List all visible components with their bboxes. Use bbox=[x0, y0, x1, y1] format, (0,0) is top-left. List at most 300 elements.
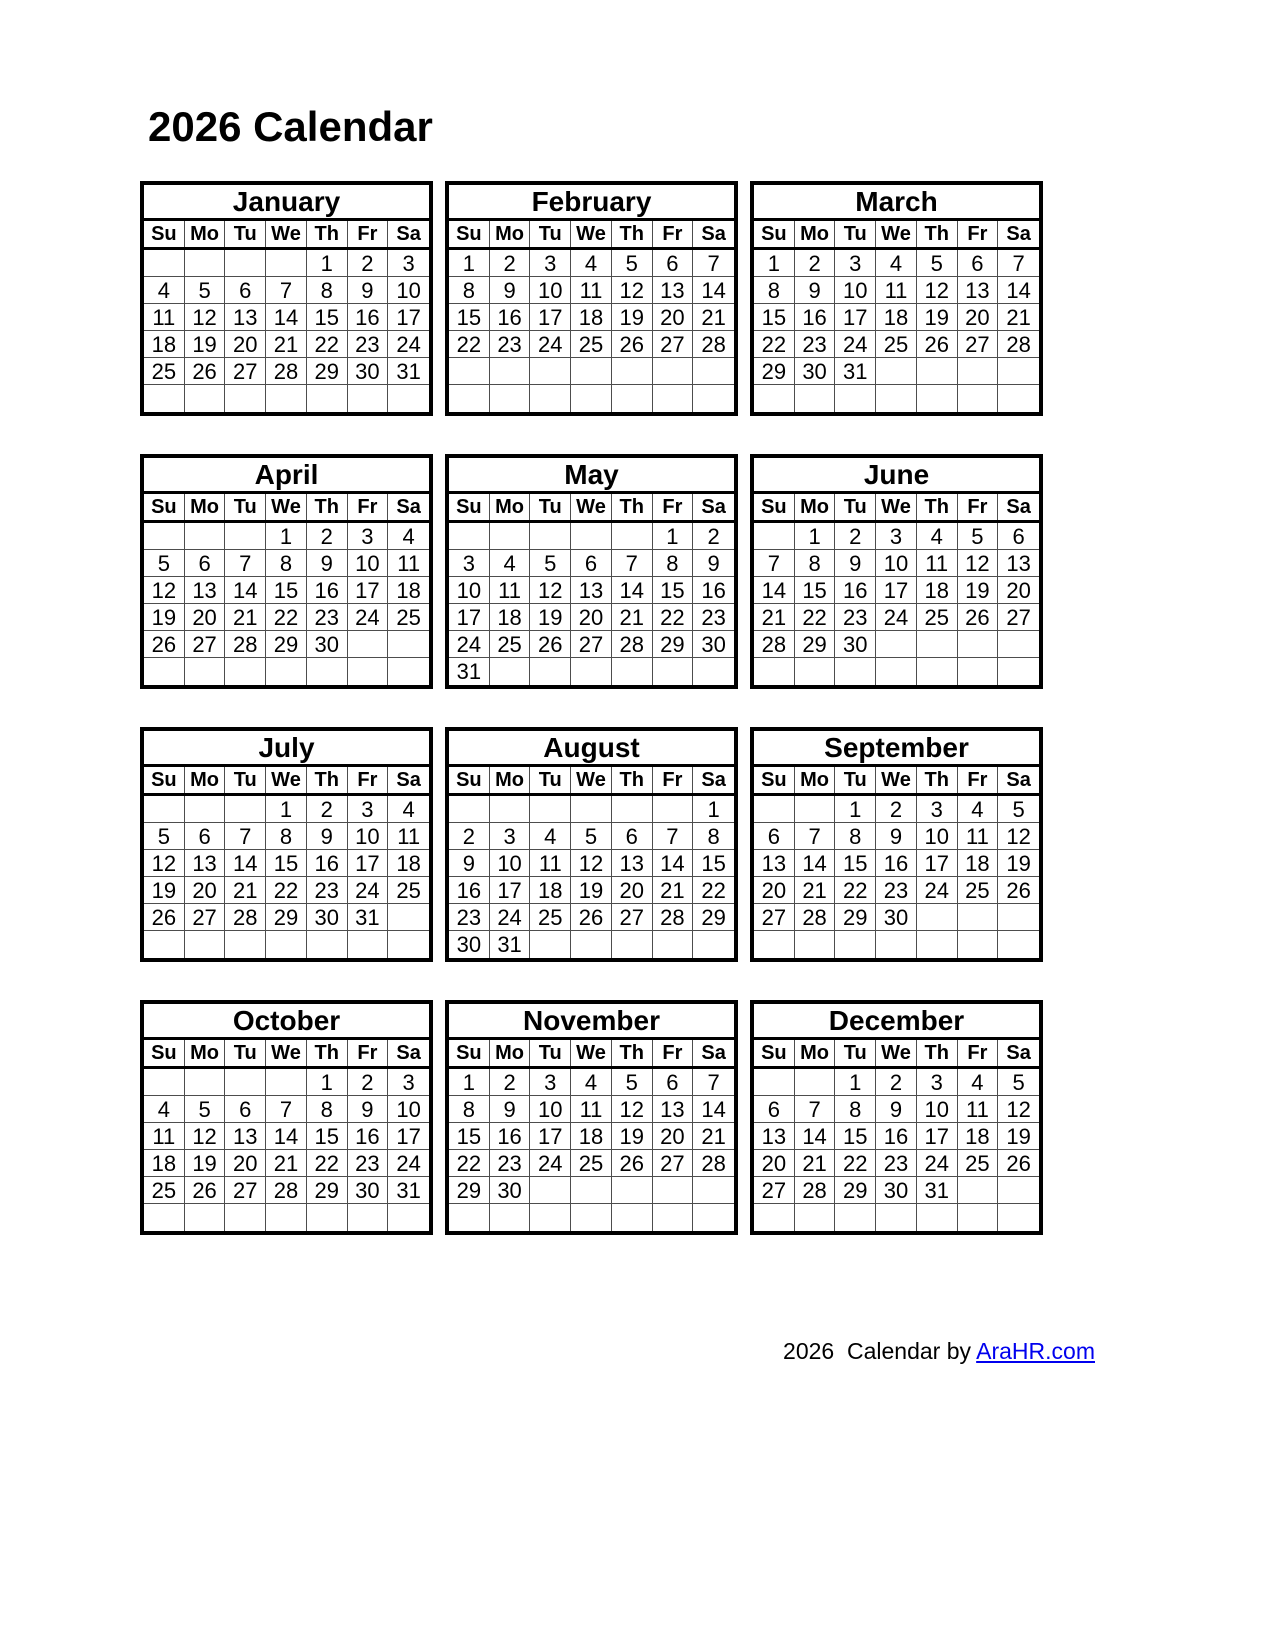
date-cell: 2 bbox=[348, 1069, 389, 1096]
date-cell: 5 bbox=[144, 550, 185, 577]
date-cell: 31 bbox=[835, 358, 876, 385]
week-row bbox=[144, 577, 429, 604]
date-cell bbox=[754, 1069, 795, 1096]
week-row bbox=[144, 331, 429, 358]
day-header: We bbox=[876, 1040, 917, 1066]
date-cell bbox=[754, 658, 795, 685]
day-header: Tu bbox=[530, 221, 571, 247]
date-cell bbox=[998, 1177, 1039, 1204]
date-cell: 15 bbox=[307, 1123, 348, 1150]
date-cell: 15 bbox=[307, 304, 348, 331]
date-cell: 24 bbox=[876, 604, 917, 631]
week-row bbox=[144, 358, 429, 385]
date-cell: 3 bbox=[917, 1069, 958, 1096]
date-cell: 20 bbox=[958, 304, 999, 331]
date-cell: 21 bbox=[266, 331, 307, 358]
date-cell bbox=[653, 1177, 694, 1204]
date-cell bbox=[571, 385, 612, 412]
date-cell bbox=[530, 796, 571, 823]
date-cell bbox=[653, 796, 694, 823]
date-cell: 9 bbox=[307, 823, 348, 850]
date-cell: 1 bbox=[307, 250, 348, 277]
day-header: Th bbox=[307, 221, 348, 247]
day-header: Sa bbox=[701, 769, 726, 791]
date-cell: 30 bbox=[693, 631, 734, 658]
date-cell bbox=[348, 385, 389, 412]
date-cell: 27 bbox=[998, 604, 1039, 631]
day-header: Th bbox=[307, 767, 348, 793]
date-cell: 19 bbox=[612, 304, 653, 331]
date-cell bbox=[530, 523, 571, 550]
month-calendar bbox=[445, 454, 738, 689]
week-row bbox=[754, 1096, 1039, 1123]
date-cell: 8 bbox=[835, 1096, 876, 1123]
date-cell: 30 bbox=[876, 904, 917, 931]
date-cell bbox=[144, 658, 185, 685]
day-header: Sa bbox=[1006, 1042, 1031, 1064]
date-cell bbox=[835, 385, 876, 412]
date-cell: 14 bbox=[266, 1123, 307, 1150]
date-cell: 13 bbox=[225, 304, 266, 331]
date-cell: 9 bbox=[490, 277, 531, 304]
date-cell bbox=[144, 385, 185, 412]
date-cell: 11 bbox=[571, 277, 612, 304]
date-cell bbox=[612, 523, 653, 550]
date-cell: 26 bbox=[612, 1150, 653, 1177]
date-cell bbox=[835, 1204, 876, 1231]
date-cell bbox=[530, 1177, 571, 1204]
month-title: February bbox=[449, 185, 734, 221]
date-cell: 19 bbox=[144, 877, 185, 904]
date-cell: 27 bbox=[958, 331, 999, 358]
date-cell: 9 bbox=[348, 277, 389, 304]
date-cell: 15 bbox=[693, 850, 734, 877]
month-title: March bbox=[754, 185, 1039, 221]
date-cell bbox=[571, 1204, 612, 1231]
date-cell: 4 bbox=[490, 550, 531, 577]
date-cell: 13 bbox=[185, 577, 226, 604]
date-cell: 29 bbox=[795, 631, 836, 658]
day-header: Sa bbox=[1006, 223, 1031, 245]
weeks bbox=[754, 523, 1039, 685]
date-cell: 26 bbox=[998, 1150, 1039, 1177]
date-cell bbox=[388, 631, 429, 658]
date-cell bbox=[530, 931, 571, 958]
date-cell: 25 bbox=[571, 331, 612, 358]
date-cell: 16 bbox=[348, 1123, 389, 1150]
day-header: Su bbox=[144, 1040, 185, 1066]
month-title: September bbox=[754, 731, 1039, 767]
date-cell: 2 bbox=[876, 796, 917, 823]
week-row bbox=[144, 1204, 429, 1231]
date-cell: 3 bbox=[917, 796, 958, 823]
date-cell: 29 bbox=[266, 904, 307, 931]
date-cell bbox=[653, 358, 694, 385]
date-cell: 25 bbox=[388, 877, 429, 904]
day-header: Su bbox=[144, 767, 185, 793]
date-cell bbox=[307, 1204, 348, 1231]
day-header-row bbox=[144, 1040, 429, 1069]
day-header: Mo bbox=[185, 221, 226, 247]
footer-link[interactable]: AraHR.com bbox=[976, 1338, 1095, 1364]
date-cell bbox=[144, 523, 185, 550]
date-cell bbox=[225, 931, 266, 958]
day-header: Tu bbox=[835, 494, 876, 520]
date-cell: 12 bbox=[612, 277, 653, 304]
date-cell bbox=[490, 523, 531, 550]
week-row bbox=[754, 823, 1039, 850]
date-cell bbox=[958, 358, 999, 385]
date-cell bbox=[917, 385, 958, 412]
day-header: Tu bbox=[225, 494, 266, 520]
date-cell: 12 bbox=[144, 577, 185, 604]
date-cell: 5 bbox=[917, 250, 958, 277]
date-cell: 6 bbox=[225, 277, 266, 304]
date-cell: 5 bbox=[958, 523, 999, 550]
date-cell bbox=[998, 358, 1039, 385]
date-cell: 9 bbox=[307, 550, 348, 577]
date-cell: 10 bbox=[348, 823, 389, 850]
week-row bbox=[144, 823, 429, 850]
date-cell bbox=[185, 931, 226, 958]
date-cell: 10 bbox=[876, 550, 917, 577]
date-cell: 16 bbox=[490, 304, 531, 331]
date-cell bbox=[876, 1204, 917, 1231]
day-header: Sa bbox=[396, 496, 421, 518]
date-cell bbox=[958, 385, 999, 412]
date-cell: 22 bbox=[795, 604, 836, 631]
date-cell: 11 bbox=[958, 823, 999, 850]
date-cell bbox=[225, 796, 266, 823]
week-row bbox=[144, 277, 429, 304]
date-cell: 16 bbox=[835, 577, 876, 604]
week-row bbox=[449, 304, 734, 331]
date-cell: 22 bbox=[835, 1150, 876, 1177]
date-cell: 31 bbox=[388, 358, 429, 385]
weeks bbox=[144, 1069, 429, 1231]
week-row bbox=[144, 1123, 429, 1150]
date-cell: 16 bbox=[693, 577, 734, 604]
week-row bbox=[449, 1204, 734, 1231]
date-cell: 3 bbox=[388, 250, 429, 277]
date-cell: 25 bbox=[917, 604, 958, 631]
date-cell: 7 bbox=[693, 1069, 734, 1096]
date-cell: 7 bbox=[754, 550, 795, 577]
date-cell bbox=[958, 658, 999, 685]
date-cell: 5 bbox=[144, 823, 185, 850]
date-cell: 10 bbox=[530, 277, 571, 304]
date-cell: 11 bbox=[144, 304, 185, 331]
date-cell: 25 bbox=[144, 1177, 185, 1204]
date-cell: 4 bbox=[958, 1069, 999, 1096]
day-header: We bbox=[571, 1040, 612, 1066]
date-cell: 26 bbox=[144, 631, 185, 658]
date-cell: 1 bbox=[449, 250, 490, 277]
date-cell: 19 bbox=[998, 850, 1039, 877]
date-cell: 16 bbox=[449, 877, 490, 904]
date-cell: 12 bbox=[998, 1096, 1039, 1123]
date-cell: 13 bbox=[754, 1123, 795, 1150]
date-cell: 19 bbox=[571, 877, 612, 904]
week-row bbox=[449, 550, 734, 577]
day-header-row bbox=[754, 221, 1039, 250]
date-cell: 27 bbox=[571, 631, 612, 658]
date-cell: 22 bbox=[266, 877, 307, 904]
week-row bbox=[144, 796, 429, 823]
date-cell: 2 bbox=[795, 250, 836, 277]
date-cell: 23 bbox=[693, 604, 734, 631]
date-cell bbox=[490, 1204, 531, 1231]
date-cell: 10 bbox=[388, 277, 429, 304]
week-row bbox=[754, 1123, 1039, 1150]
day-header: Su bbox=[754, 494, 795, 520]
date-cell bbox=[225, 658, 266, 685]
day-header: Tu bbox=[225, 1040, 266, 1066]
week-row bbox=[144, 877, 429, 904]
week-row bbox=[754, 658, 1039, 685]
date-cell: 16 bbox=[307, 577, 348, 604]
date-cell: 19 bbox=[530, 604, 571, 631]
week-row bbox=[449, 823, 734, 850]
date-cell: 29 bbox=[307, 358, 348, 385]
date-cell: 11 bbox=[144, 1123, 185, 1150]
date-cell: 13 bbox=[612, 850, 653, 877]
date-cell bbox=[185, 523, 226, 550]
day-header: Fr bbox=[653, 767, 694, 793]
date-cell bbox=[754, 385, 795, 412]
date-cell: 10 bbox=[530, 1096, 571, 1123]
week-row bbox=[144, 550, 429, 577]
date-cell bbox=[612, 385, 653, 412]
week-row bbox=[754, 877, 1039, 904]
day-header: Th bbox=[917, 221, 958, 247]
day-header: Fr bbox=[348, 494, 389, 520]
date-cell: 7 bbox=[998, 250, 1039, 277]
date-cell: 18 bbox=[490, 604, 531, 631]
date-cell: 17 bbox=[388, 304, 429, 331]
day-header: Su bbox=[754, 767, 795, 793]
date-cell: 11 bbox=[571, 1096, 612, 1123]
day-header: We bbox=[876, 767, 917, 793]
date-cell: 28 bbox=[266, 358, 307, 385]
date-cell: 14 bbox=[693, 1096, 734, 1123]
date-cell: 2 bbox=[490, 1069, 531, 1096]
date-cell: 12 bbox=[185, 304, 226, 331]
day-header: Mo bbox=[490, 1040, 531, 1066]
week-row bbox=[754, 1204, 1039, 1231]
date-cell: 19 bbox=[917, 304, 958, 331]
date-cell bbox=[449, 385, 490, 412]
date-cell bbox=[693, 385, 734, 412]
date-cell: 23 bbox=[876, 1150, 917, 1177]
date-cell: 17 bbox=[388, 1123, 429, 1150]
day-header: Th bbox=[307, 494, 348, 520]
date-cell: 30 bbox=[835, 631, 876, 658]
month-calendar bbox=[140, 181, 433, 416]
week-row bbox=[754, 604, 1039, 631]
date-cell bbox=[225, 1204, 266, 1231]
date-cell bbox=[530, 1204, 571, 1231]
date-cell: 1 bbox=[266, 796, 307, 823]
day-header: Th bbox=[612, 1040, 653, 1066]
day-header: Tu bbox=[530, 494, 571, 520]
date-cell: 26 bbox=[958, 604, 999, 631]
month-calendar bbox=[140, 454, 433, 689]
week-row bbox=[754, 331, 1039, 358]
date-cell: 24 bbox=[917, 877, 958, 904]
date-cell: 10 bbox=[490, 850, 531, 877]
day-header: Th bbox=[612, 494, 653, 520]
date-cell: 3 bbox=[449, 550, 490, 577]
date-cell: 28 bbox=[693, 331, 734, 358]
date-cell bbox=[917, 904, 958, 931]
date-cell: 6 bbox=[185, 823, 226, 850]
week-row bbox=[449, 1150, 734, 1177]
date-cell: 6 bbox=[754, 823, 795, 850]
date-cell bbox=[917, 631, 958, 658]
day-header: Mo bbox=[185, 1040, 226, 1066]
date-cell: 13 bbox=[653, 1096, 694, 1123]
date-cell: 16 bbox=[348, 304, 389, 331]
date-cell bbox=[490, 658, 531, 685]
date-cell: 12 bbox=[958, 550, 999, 577]
date-cell: 2 bbox=[876, 1069, 917, 1096]
week-row bbox=[449, 1096, 734, 1123]
date-cell: 24 bbox=[348, 877, 389, 904]
date-cell: 20 bbox=[653, 1123, 694, 1150]
date-cell: 26 bbox=[612, 331, 653, 358]
date-cell: 12 bbox=[998, 823, 1039, 850]
date-cell: 24 bbox=[917, 1150, 958, 1177]
date-cell bbox=[612, 358, 653, 385]
date-cell bbox=[530, 358, 571, 385]
week-row bbox=[144, 304, 429, 331]
date-cell: 21 bbox=[225, 877, 266, 904]
week-row bbox=[754, 385, 1039, 412]
month-calendar bbox=[140, 727, 433, 962]
date-cell: 27 bbox=[185, 904, 226, 931]
date-cell: 24 bbox=[388, 1150, 429, 1177]
day-header: Tu bbox=[835, 1040, 876, 1066]
date-cell bbox=[653, 931, 694, 958]
day-header: Su bbox=[144, 494, 185, 520]
week-row bbox=[449, 331, 734, 358]
date-cell: 31 bbox=[388, 1177, 429, 1204]
day-header: Tu bbox=[835, 767, 876, 793]
date-cell: 29 bbox=[693, 904, 734, 931]
week-row bbox=[449, 1177, 734, 1204]
date-cell: 29 bbox=[754, 358, 795, 385]
date-cell: 4 bbox=[571, 1069, 612, 1096]
month-calendar bbox=[750, 1000, 1043, 1235]
date-cell bbox=[693, 1177, 734, 1204]
month-calendar bbox=[750, 181, 1043, 416]
date-cell: 18 bbox=[958, 1123, 999, 1150]
date-cell: 11 bbox=[917, 550, 958, 577]
date-cell bbox=[266, 1204, 307, 1231]
day-header: Mo bbox=[185, 767, 226, 793]
date-cell bbox=[449, 358, 490, 385]
date-cell bbox=[958, 631, 999, 658]
date-cell bbox=[998, 658, 1039, 685]
date-cell: 30 bbox=[348, 358, 389, 385]
day-header: Fr bbox=[348, 221, 389, 247]
date-cell bbox=[307, 385, 348, 412]
date-cell: 24 bbox=[835, 331, 876, 358]
day-header: We bbox=[571, 494, 612, 520]
day-header: Tu bbox=[530, 1040, 571, 1066]
week-row bbox=[449, 1069, 734, 1096]
date-cell: 5 bbox=[530, 550, 571, 577]
date-cell: 20 bbox=[653, 304, 694, 331]
date-cell: 22 bbox=[266, 604, 307, 631]
day-header: Tu bbox=[530, 767, 571, 793]
day-header-row bbox=[754, 767, 1039, 796]
date-cell bbox=[185, 385, 226, 412]
day-header: Th bbox=[612, 221, 653, 247]
date-cell bbox=[876, 358, 917, 385]
month-title: April bbox=[144, 458, 429, 494]
date-cell: 24 bbox=[530, 1150, 571, 1177]
date-cell: 8 bbox=[266, 823, 307, 850]
day-header: Fr bbox=[653, 221, 694, 247]
day-header: We bbox=[876, 221, 917, 247]
date-cell: 26 bbox=[998, 877, 1039, 904]
day-header: Mo bbox=[185, 494, 226, 520]
date-cell: 22 bbox=[449, 1150, 490, 1177]
month-title: November bbox=[449, 1004, 734, 1040]
date-cell bbox=[144, 796, 185, 823]
date-cell: 4 bbox=[144, 1096, 185, 1123]
date-cell: 24 bbox=[449, 631, 490, 658]
date-cell bbox=[917, 658, 958, 685]
date-cell bbox=[795, 1204, 836, 1231]
day-header-row bbox=[449, 494, 734, 523]
date-cell: 5 bbox=[998, 1069, 1039, 1096]
date-cell: 9 bbox=[876, 823, 917, 850]
date-cell: 11 bbox=[530, 850, 571, 877]
weeks bbox=[449, 1069, 734, 1231]
date-cell: 25 bbox=[388, 604, 429, 631]
date-cell bbox=[185, 796, 226, 823]
date-cell: 12 bbox=[185, 1123, 226, 1150]
date-cell: 10 bbox=[917, 1096, 958, 1123]
date-cell: 27 bbox=[754, 904, 795, 931]
date-cell: 20 bbox=[998, 577, 1039, 604]
date-cell: 25 bbox=[530, 904, 571, 931]
date-cell: 29 bbox=[835, 904, 876, 931]
date-cell bbox=[958, 1177, 999, 1204]
day-header: Sa bbox=[701, 223, 726, 245]
date-cell: 15 bbox=[835, 850, 876, 877]
date-cell: 30 bbox=[307, 631, 348, 658]
date-cell: 19 bbox=[185, 331, 226, 358]
date-cell: 20 bbox=[612, 877, 653, 904]
date-cell: 13 bbox=[653, 277, 694, 304]
date-cell: 20 bbox=[754, 1150, 795, 1177]
weeks bbox=[449, 523, 734, 685]
date-cell: 14 bbox=[795, 1123, 836, 1150]
date-cell: 7 bbox=[225, 550, 266, 577]
day-header-row bbox=[449, 1040, 734, 1069]
date-cell: 15 bbox=[449, 304, 490, 331]
week-row bbox=[144, 1069, 429, 1096]
day-header-row bbox=[449, 221, 734, 250]
date-cell bbox=[307, 658, 348, 685]
date-cell: 28 bbox=[225, 631, 266, 658]
date-cell: 2 bbox=[307, 523, 348, 550]
date-cell bbox=[144, 1069, 185, 1096]
